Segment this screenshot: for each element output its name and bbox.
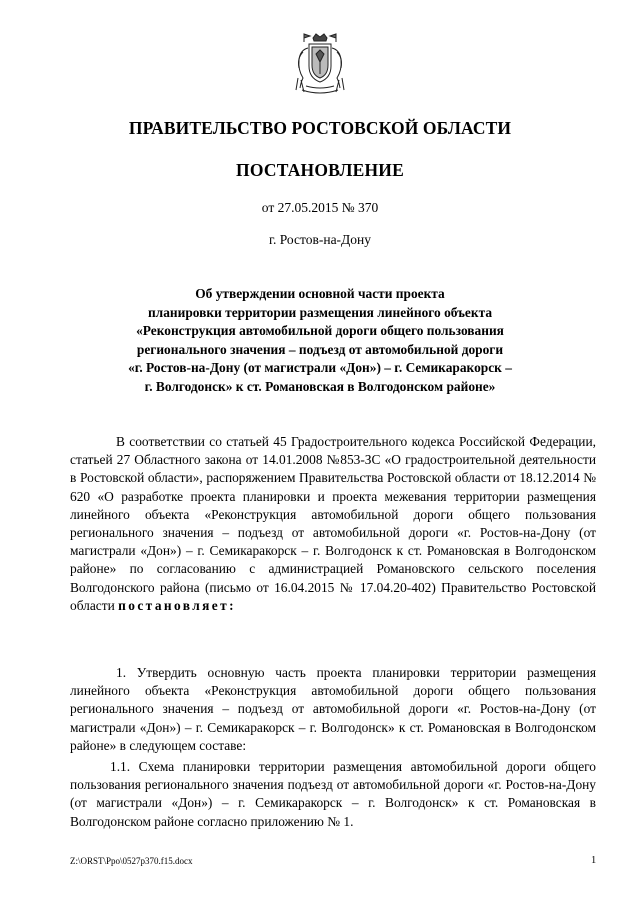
subject-line: планировки территории размещения линейного объекта — [147, 304, 493, 320]
subject-line: Об утверждении основной части проекта — [195, 286, 445, 301]
item-1-1-paragraph: 1.1. Схема планировки территории размещения автомобильной дороги общего пользования регионального значения подъезд от автомобильной дороги «г. Ростов-на-Дону (от магистрали «Дон») – г. Семикаракорск – г. Волгодонск» к ст. Романовская в Волгодонском районе согласно приложению № 1. — [70, 759, 596, 829]
document-subject — [60, 285, 580, 397]
document-type: ПОСТАНОВЛЕНИЕ — [236, 160, 404, 180]
subject-line: «Реконструкция автомобильной дороги общего пользования — [136, 323, 504, 339]
subject-line: «г. Ростов-на-Дону (от магистрали «Дон») – г. Семикаракорск – — [128, 360, 512, 376]
subject-line: г. Волгодонск» к ст. Романовская в Волгодонском районе» — [144, 378, 496, 394]
document-place: г. Ростов-на-Дону — [268, 232, 371, 247]
preamble-paragraph — [70, 433, 596, 615]
subject-line: регионального значения – подъезд от автомобильной дороги — [136, 341, 504, 357]
document-date-number: от 27.05.2015 № 370 — [261, 200, 379, 215]
preamble-text: В соответствии со статьей 45 Градостроительного кодекса Российской Федерации, статьей 27 Областного закона от 14.01.2008 №853-ЗС «О градостроительной деятельности в Ростовской области», распоряжением Правительства Ростовской области от 18.12.2014 № 620 «О разработке проекта планировки и проекта межевания территории размещения линейного объекта «Реконструкция автомобильной дороги общего пользования регионального значения – подъезд от автомобильной дороги «г. Ростов-на-Дону (от магистрали «Дон») – г. Семикаракорск – г. Волгодонск к ст. Романовская в Волгодонском районе» по согласованию с администрацией Романовского сельского поселения Волгодонского района (письмо от 16.04.2015 № 17.04.20-402) Правительство Ростовской области — [70, 434, 596, 613]
file-path-footer: Z:\ORST\Ppo\0527p370.f15.docx — [70, 856, 193, 866]
resolves-word: постановляет: — [118, 597, 236, 613]
item-1-paragraph: 1. Утвердить основную часть проекта планировки территории размещения линейного объекта «Реконструкция автомобильной дороги общего пользования регионального значения – подъезд от автомобильной дороги «г. Ростов-на-Дону (от магистрали «Дон») – г. Семикаракорск – г. Волгодонск» к ст. Романовская в Волгодонском районе» в следующем составе: — [70, 665, 596, 753]
organization-title: ПРАВИТЕЛЬСТВО РОСТОВСКОЙ ОБЛАСТИ — [128, 118, 512, 138]
page-number: 1 — [591, 855, 597, 866]
rostov-oblast-coat-of-arms-icon — [292, 32, 348, 96]
